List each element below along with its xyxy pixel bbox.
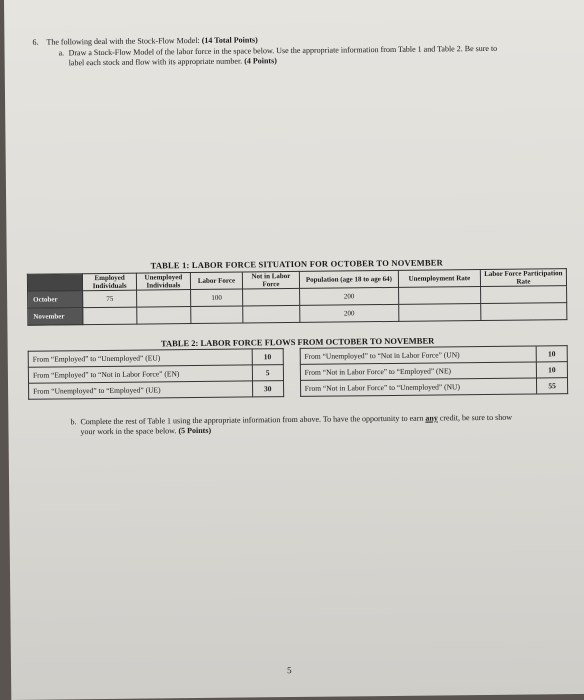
part-b [70, 412, 520, 438]
part-b-label: b. [70, 417, 77, 427]
table-1-corner [27, 274, 83, 292]
table-cell [243, 288, 300, 306]
table-cell [191, 306, 243, 324]
part-a-points: (4 Points) [244, 56, 277, 66]
table-1-header: Unemployment Rate [398, 270, 480, 288]
table-1-header: Population (age 18 to age 64) [299, 270, 398, 288]
page-number: 5 [286, 665, 292, 676]
table-2-title: TABLE 2: LABOR FORCE FLOWS FROM OCTOBER TO NOVEMBER [160, 335, 435, 349]
question-text: The following deal with the Stock-Flow Model: [46, 35, 200, 47]
flow-value: 30 [252, 381, 283, 397]
part-b-points: (5 Points) [178, 425, 212, 436]
table-1-title: TABLE 1: LABOR FORCE SITUATION FOR OCTOBER TO NOVEMBER [150, 257, 444, 271]
table-cell: 75 [83, 290, 137, 308]
part-b-emphasis: any [425, 413, 438, 423]
flow-label: From “Not in Labor Force” to “Employed” (NE) [300, 362, 536, 380]
part-b-text: Complete the rest of Table 1 using the appropriate information from above. To have the opportunity to earn [80, 413, 424, 427]
table-cell [480, 286, 566, 304]
part-a [58, 43, 509, 69]
row-label-october: October [28, 291, 84, 309]
flow-label: From “Not in Labor Force” to “Unemployed” (NU) [300, 378, 536, 396]
part-a-label: a. [58, 48, 65, 58]
table-1-header: Employed Individuals [83, 273, 137, 291]
table-2 [28, 334, 569, 400]
flow-value: 10 [536, 362, 567, 378]
flow-label: From “Employed” to “Not in Labor Force” (EN) [28, 365, 252, 383]
flow-value: 55 [536, 378, 567, 394]
question-points: (14 Total Points) [201, 35, 258, 45]
table-1-header: Not in Labor Force [242, 271, 299, 289]
flow-value: 10 [252, 349, 283, 365]
table-cell [243, 305, 300, 323]
table-cell [137, 307, 191, 325]
flow-label: From “Unemployed” to “Not in Labor Force” (UN) [300, 346, 536, 364]
table-gap [283, 364, 300, 380]
table-cell: 100 [190, 289, 242, 307]
table-cell [399, 304, 481, 322]
table-1-header: Labor Force [190, 272, 242, 290]
table-cell [398, 287, 480, 305]
flow-label: From “Unemployed” to “Employed” (UE) [29, 381, 253, 399]
table-1-header: Unemployed Individuals [136, 273, 190, 291]
table-cell [137, 290, 191, 308]
table-cell: 200 [300, 304, 399, 322]
table-1 [27, 256, 568, 326]
part-a-text: Draw a Stock-Flow Model of the labor force in the space below. Use the appropriate information from Table 1 and Table 2. Be sure to label each stock and flow with its appropriate number. [68, 43, 498, 68]
row-label-november: November [28, 308, 84, 326]
flow-value: 5 [252, 365, 283, 381]
part-b-text-after: credit, be sure to show your work in the space below. [80, 412, 513, 437]
table-cell: 200 [299, 287, 398, 305]
table-gap [283, 380, 300, 396]
table-gap [283, 348, 300, 364]
flow-label: From “Employed” to “Unemployed” (EU) [28, 349, 252, 367]
worksheet-page [4, 0, 584, 700]
table-1-header: Labor Force Participation Rate [480, 269, 566, 287]
table-cell [83, 307, 137, 325]
question-number: 6. [32, 37, 39, 47]
table-cell [481, 303, 567, 321]
flow-value: 10 [536, 346, 567, 362]
